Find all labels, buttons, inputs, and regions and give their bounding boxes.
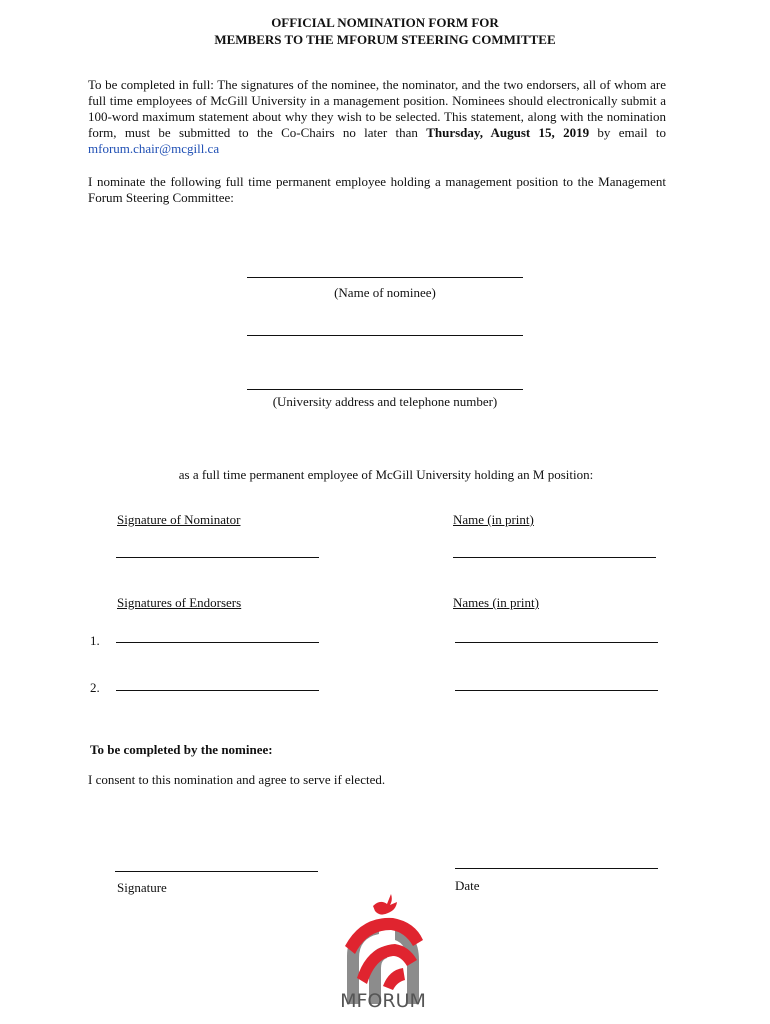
nominee-signature-line[interactable] [115,871,318,872]
nominator-name-label: Name (in print) [453,512,534,527]
nominator-name-line[interactable] [453,557,656,558]
intro-text: To be completed in full: The signatures of the nominee, the nominator, and the two endorsers, all of whom are full time employees of McGill University in a management position. Nominees should electronically submit a 100-word maximum statement about why they wish to be selected. This statement, along with the nomination form, must be submitted to the Co-Chairs no later than [88,77,666,140]
form-title-line-1: OFFICIAL NOMINATION FORM FOR [271,15,499,30]
nominee-date-line[interactable] [455,868,658,869]
nominee-address-line-1[interactable] [247,335,523,336]
nominee-address-caption: (University address and telephone number) [272,394,498,409]
nominator-signature-line[interactable] [116,557,319,558]
deadline-date: Thursday, August 15, 2019 [426,125,590,140]
endorser-1-name-line[interactable] [455,642,658,643]
employee-statement: as a full time permanent employee of McGill University holding an M position: [178,467,594,482]
form-title-line-2: MEMBERS TO THE MFORUM STEERING COMMITTEE [214,32,556,47]
nominee-name-caption: (Name of nominee) [334,285,436,300]
nominator-signature-label: Signature of Nominator [117,512,241,527]
nominee-address-line-2[interactable] [247,389,523,390]
intro-paragraph [88,77,666,157]
endorser-2-signature-line[interactable] [116,690,319,691]
nominee-signature-label: Signature [117,880,167,895]
consent-statement: I consent to this nomination and agree to serve if elected. [88,772,386,787]
nominate-statement: I nominate the following full time permanent employee holding a management position to the Management Forum Steering Committee: [88,174,666,205]
email-link[interactable]: mforum.chair@mcgill.ca [88,141,220,156]
endorser-2-number: 2. [90,680,100,695]
logo-wordmark: MFORUM [340,990,426,1012]
mforum-logo [333,886,433,1018]
nominee-name-line[interactable] [247,277,523,278]
endorser-1-signature-line[interactable] [116,642,319,643]
endorser-2-name-line[interactable] [455,690,658,691]
endorsers-names-label: Names (in print) [453,595,539,610]
intro-by-email: by email to [589,125,666,140]
nominee-date-label: Date [455,878,480,893]
nominee-section-heading: To be completed by the nominee: [90,742,273,757]
bird-icon [373,894,397,915]
endorser-1-number: 1. [90,633,100,648]
endorsers-signatures-label: Signatures of Endorsers [117,595,242,610]
